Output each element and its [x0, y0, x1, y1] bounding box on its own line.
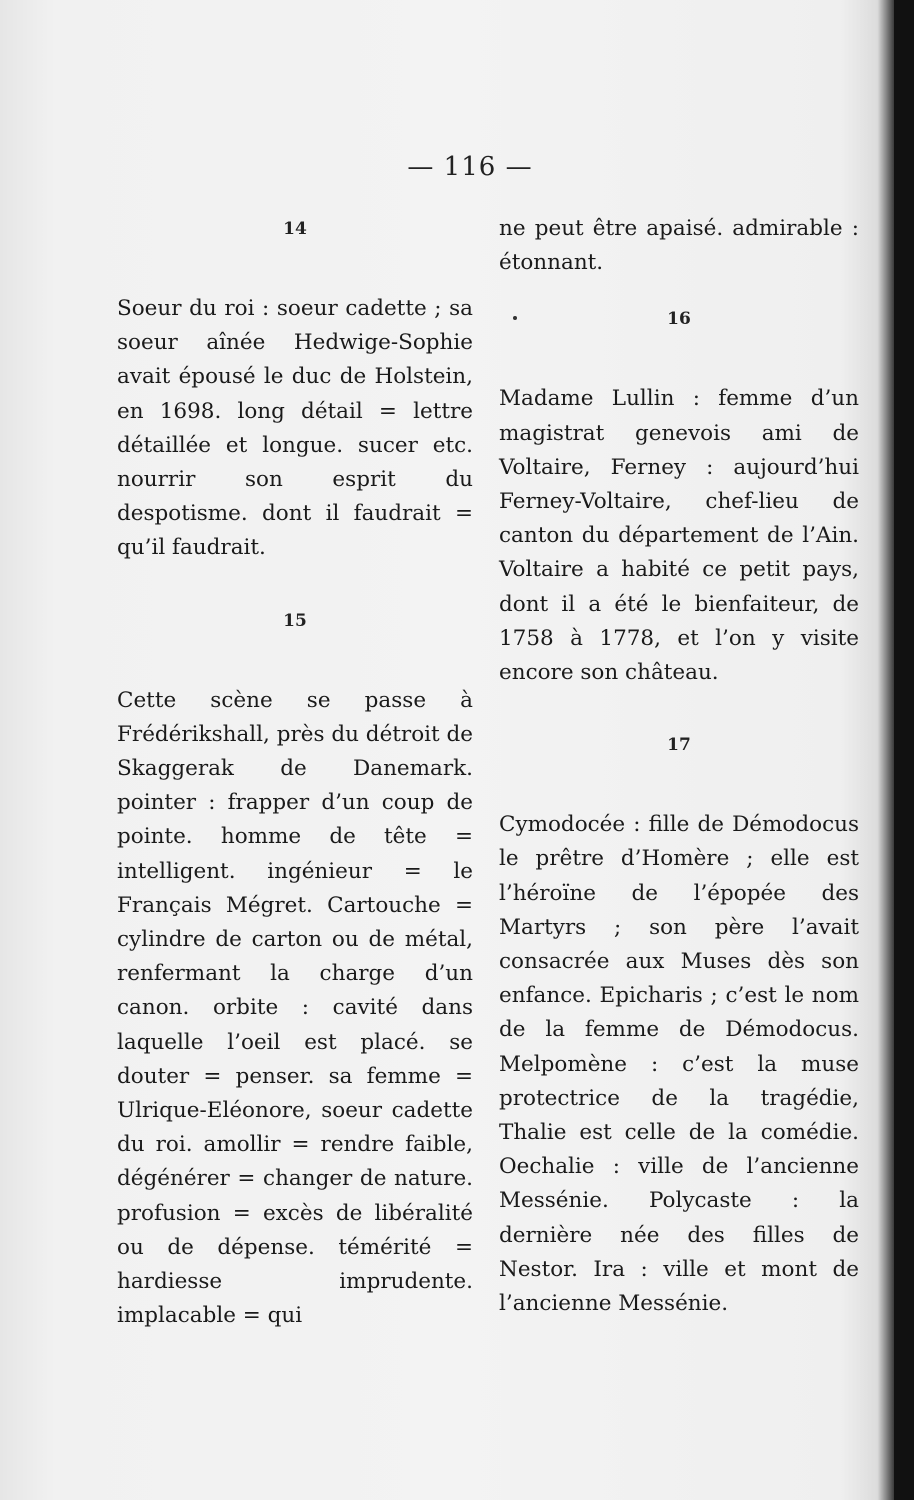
note-text-15: Cette scène se passe à Frédérikshall, près du détroit de Skaggerak de Danemark. pointer : frapper d’un coup de pointe. homme de tête = intelligent. ingénieur = le Français Mégret. Cartouche = cylindre de carton ou de métal, renfermant la charge d’un canon. orbite : cavité dans laquelle l’oeil est placé. se douter = penser. sa femme = Ulrique-Eléonore, soeur cadette du roi. amollir = rendre faible, dégénérer = changer de nature. profusion = excès de libéralité ou de dépense. témérité = hardiesse imprudente. implacable = qui: [117, 687, 473, 1329]
note-number-14: 14: [283, 219, 307, 239]
page-number: — 116 —: [407, 152, 533, 182]
left-column: [117, 212, 473, 1333]
note-number-16: 16: [667, 309, 691, 330]
stray-dot-mark: [513, 316, 517, 320]
note-text-14: Soeur du roi : soeur cadette ; sa soeur aînée Hedwige-Sophie avait épousé le duc de Holstein, en 1698. long détail = lettre détaillée et longue. sucer etc. nourrir son esprit du despotisme. dont il faudrait = qu’il faudrait.: [117, 296, 473, 561]
note-number-17: 17: [667, 735, 691, 756]
book-spine-shadow: [894, 0, 914, 1500]
right-column: [499, 212, 859, 1321]
note-text-17: Cymodocée : fille de Démodocus le prêtre d’Homère ; elle est l’héroïne de l’épopée des Martyrs ; son père l’avait consacrée aux Muses dès son enfance. Epicharis ; c’est le nom de la femme de Démodocus. Melpomène : c’est la muse protectrice de la tragédie, Thalie est celle de la comédie. Oechalie : ville de l’ancienne Messénie. Polycaste : la dernière née des filles de Nestor. Ira : ville et mont de l’ancienne Messénie.: [499, 812, 859, 1317]
note-number-15: 15: [283, 610, 307, 631]
continuation-text: ne peut être apaisé. admirable : étonnant.: [499, 216, 859, 276]
note-text-16: Madame Lullin : femme d’un magistrat genevois ami de Voltaire, Ferney : aujourd’hui Ferney-Voltaire, chef-lieu de canton du département de l’Ain. Voltaire a habité ce petit pays, dont il a été le bienfaiteur, de 1758 à 1778, et l’on y visite encore son château.: [499, 386, 859, 686]
